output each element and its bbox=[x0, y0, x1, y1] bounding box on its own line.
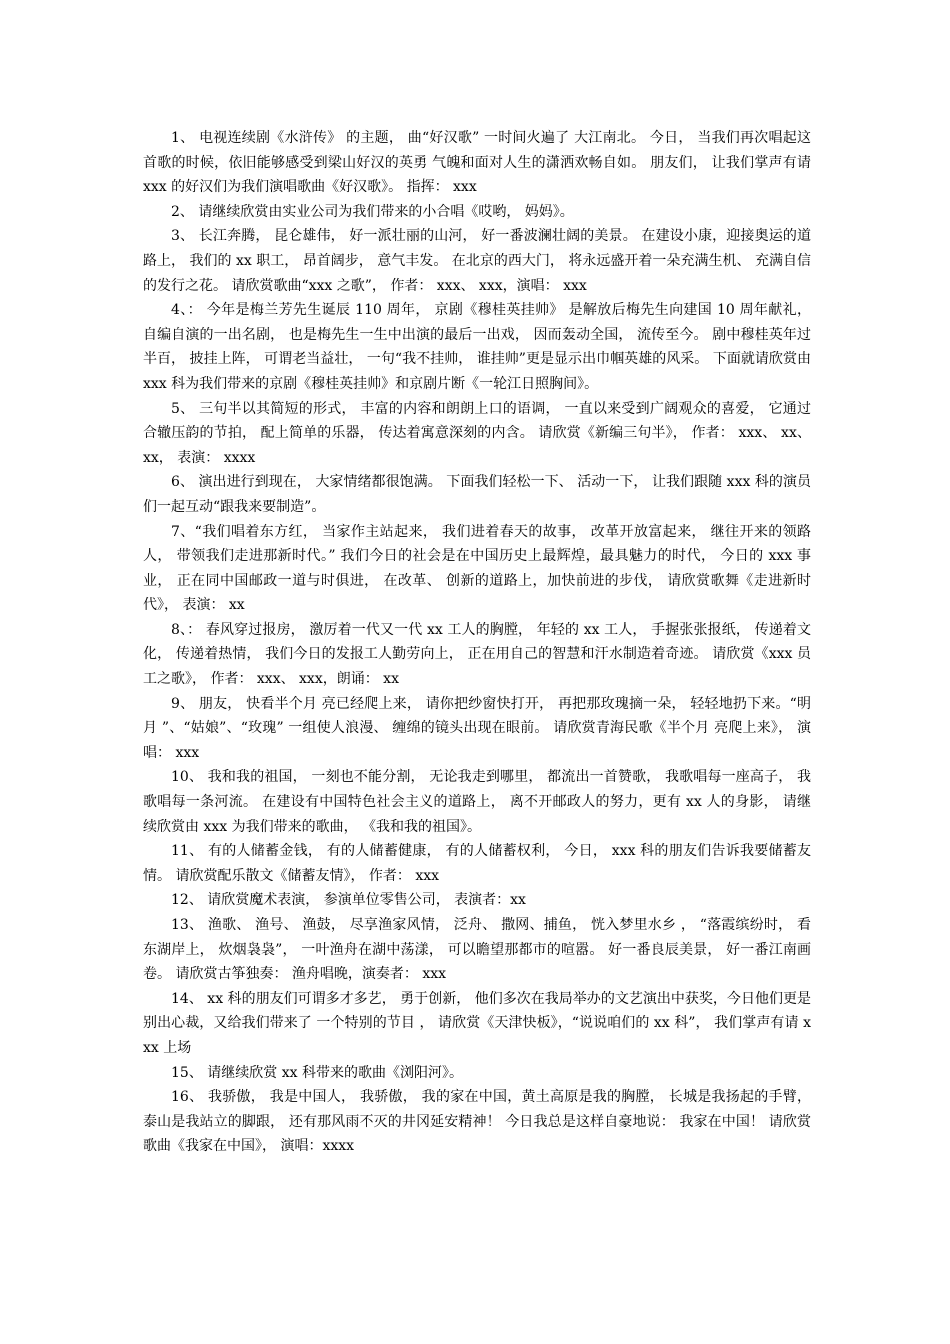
paragraph-1: 1、 电视连续剧《水浒传》 的主题， 曲“好汉歌” 一时间火遍了 大江南北。 今日， 当我们再次唱起这首歌的时候，依旧能够感受到梁山好汉的英勇 气魄和面对人生的潇洒欢畅自如。 朋友们， 让我们掌声有请 xxx 的好汉们为我们演唱歌曲《好汉歌》。 指挥： xxx bbox=[143, 130, 811, 196]
paragraph-7: 7、“我们唱着东方红， 当家作主站起来， 我们进着春天的故事， 改革开放富起来， 继往开来的领路人， 带领我们走进那新时代。” 我们今日的社会是在中国历史上最辉煌，最具魅力的时代， 今日的 xxx 事业， 正在同中国邮政一道与时俱进， 在改革、 创新的道路上，加快前进的步伐， 请欣赏歌舞《走进新时代》， 表演： xx bbox=[143, 523, 811, 614]
paragraph-9: 9、 朋友， 快看半个月 亮已经爬上来， 请你把纱窗快打开， 再把那玫瑰摘一朵， 轻轻地扔下来。“明月 ”、“姑娘”、“玫瑰” 一组使人浪漫、 缠绵的镜头出现在眼前。 请欣赏青海民歌《半个月 亮爬上来》， 演唱： xxx bbox=[143, 695, 811, 761]
paragraph-5: 5、 三句半以其简短的形式， 丰富的内容和朗朗上口的语调， 一直以来受到广阔观众的喜爱， 它通过合辙压韵的节拍， 配上简单的乐器， 传达着寓意深刻的内含。 请欣赏《新编三句半》， 作者： xxx、 xx、 xx， 表演： xxxx bbox=[143, 400, 811, 466]
paragraph-6: 6、 演出进行到现在， 大家情绪都很饱满。 下面我们轻松一下、 活动一下， 让我们跟随 xxx 科的演员们一起互动“跟我来要制造”。 bbox=[143, 474, 811, 515]
paragraph-15: 15、 请继续欣赏 xx 科带来的歌曲《浏阳河》。 bbox=[171, 1064, 463, 1081]
paragraph-10: 10、 我和我的祖国， 一刻也不能分割， 无论我走到哪里， 都流出一首赞歌， 我歌唱每一座高子， 我歌唱每一条河流。 在建设有中国特色社会主义的道路上， 离不开邮政人的努力，更有 xx 人的身影， 请继续欣赏由 xxx 为我们带来的歌曲， 《我和我的祖国》。 bbox=[143, 769, 811, 835]
paragraph-2: 2、 请继续欣赏由实业公司为我们带来的小合唱《哎哟， 妈妈》。 bbox=[171, 203, 574, 220]
paragraph-3: 3、 长江奔腾， 昆仑雄伟， 好一派壮丽的山河， 好一番波澜壮阔的美景。 在建设小康，迎接奥运的道路上， 我们的 xx 职工， 昂首阔步， 意气丰发。 在北京的西大门， 将永远盛开着一朵充满生机、 充满自信的发行之花。 请欣赏歌曲“xxx 之歌”， 作者： xxx、 xxx，演唱： xxx bbox=[143, 228, 811, 294]
paragraph-8: 8、： 春风穿过报房， 激厉着一代又一代 xx 工人的胸膛， 年轻的 xx 工人， 手握张张报纸， 传递着文化， 传递着热情， 我们今日的发报工人勤劳向上， 正在用自己的智慧和汗水制造着奇迹。 请欣赏《xxx 员工之歌》， 作者： xxx、 xxx，朗诵： xx bbox=[143, 621, 811, 688]
paragraph-11: 11、 有的人储蓄金钱， 有的人储蓄健康， 有的人储蓄权利， 今日， xxx 科的朋友们告诉我要储蓄友情。 请欣赏配乐散文《储蓄友情》， 作者： xxx bbox=[143, 843, 811, 884]
paragraph-16: 16、 我骄傲， 我是中国人， 我骄傲， 我的家在中国，黄土高原是我的胸膛， 长城是我扬起的手臂， 泰山是我站立的脚跟， 还有那风雨不灭的井冈延安精神！ 今日我总是这样自豪地说： 我家在中国！ 请欣赏歌曲《我家在中国》， 演唱：xxxx bbox=[143, 1089, 811, 1155]
paragraph-14: 14、 xx 科的朋友们可谓多才多艺， 勇于创新， 他们多次在我局举办的文艺演出中获奖，今日他们更是别出心裁，又给我们带来了 一个特别的节目 ， 请欣赏《天津快板》，“说说咱们的 xx 科”， 我们掌声有请 xxx 上场 bbox=[143, 990, 811, 1056]
paragraph-4: 4、： 今年是梅兰芳先生诞辰 110 周年， 京剧《穆桂英挂帅》 是解放后梅先生向建国 10 周年献礼， 自编自演的一出名剧， 也是梅先生一生中出演的最后一出戏， 因而轰动全国， 流传至今。 剧中穆桂英年过半百， 披挂上阵， 可谓老当益壮， 一句“我不挂帅， 谁挂帅”更是显示出巾帼英雄的风采。 下面就请欣赏由 xxx 科为我们带来的京剧《穆桂英挂帅》和京剧片断《一轮江日照胸间》。 bbox=[143, 302, 811, 392]
paragraph-12: 12、 请欣赏魔术表演， 参演单位零售公司， 表演者：xx bbox=[171, 892, 526, 909]
paragraph-13: 13、 渔歌、 渔号、 渔鼓， 尽享渔家风情， 泛舟、 撒网、捕鱼， 恍入梦里水乡 ， “落霞缤纷时， 看东湖岸上， 炊烟袅袅”， 一叶渔舟在湖中荡漾， 可以瞻望那都市的喧嚣。 好一番良辰美景， 好一番江南画卷。 请欣赏古筝独奏： 渔舟唱晚，演奏者： xxx bbox=[143, 917, 811, 983]
document-body bbox=[143, 126, 811, 1159]
